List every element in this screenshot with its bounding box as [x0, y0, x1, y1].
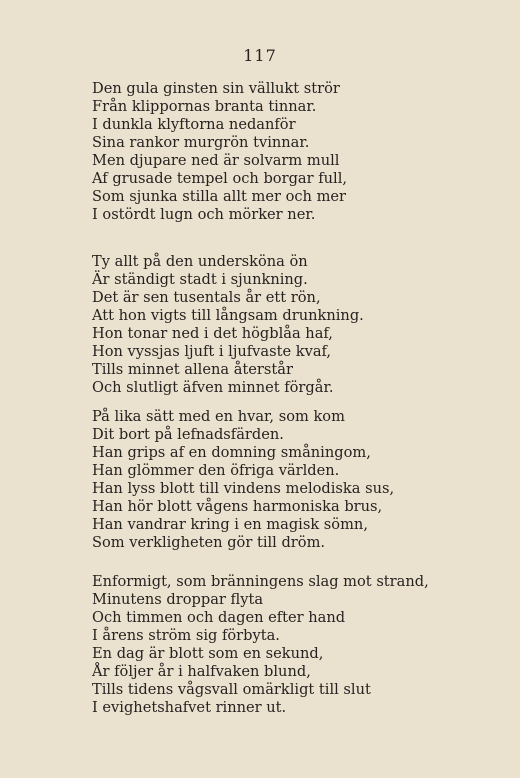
- poem-line: Enformigt, som bränningens slag mot strand,: [92, 573, 429, 590]
- poem-line: Och slutligt äfven minnet förgår.: [92, 379, 334, 396]
- poem-line: I ostördt lugn och mörker ner.: [92, 206, 316, 223]
- poem-line: Han vandrar kring i en magisk sömn,: [92, 516, 368, 533]
- poem-line: Han grips af en domning småningom,: [92, 444, 371, 461]
- poem-line: Den gula ginsten sin vällukt strör: [92, 80, 340, 97]
- stanza-4: [92, 573, 512, 717]
- poem-line: På lika sätt med en hvar, som kom: [92, 408, 345, 425]
- poem-line: Från klippornas branta tinnar.: [92, 98, 317, 115]
- poem-line: Af grusade tempel och borgar full,: [92, 170, 348, 187]
- poem-line: I dunkla klyftorna nedanför: [92, 116, 296, 133]
- poem-line: I årens ström sig förbyta.: [92, 627, 280, 644]
- page-number: 117: [243, 46, 277, 65]
- poem-line: En dag är blott som en sekund,: [92, 645, 324, 662]
- poem-line: Hon tonar ned i det högblåa haf,: [92, 325, 333, 342]
- poem-line: I evighetshafvet rinner ut.: [92, 699, 287, 716]
- poem-line: Ty allt på den undersköna ön: [92, 253, 308, 270]
- poem-line: Hon vyssjas ljuft i ljufvaste kvaf,: [92, 343, 332, 360]
- poem-line: Tills tidens vågsvall omärkligt till slut: [92, 681, 371, 698]
- poem-line: Det är sen tusentals år ett rön,: [92, 289, 321, 306]
- poem-line: Att hon vigts till långsam drunkning.: [92, 307, 364, 324]
- poem-line: Han lyss blott till vindens melodiska sus,: [92, 480, 395, 497]
- poem-line: Och timmen och dagen efter hand: [92, 609, 346, 626]
- poem-line: Som verkligheten gör till dröm.: [92, 534, 326, 551]
- poem-line: Är ständigt stadt i sjunkning.: [92, 271, 308, 288]
- poem-line: År följer år i halfvaken blund,: [92, 663, 311, 680]
- poem-line: Han glömmer den öfriga världen.: [92, 462, 340, 479]
- stanza-3: [92, 408, 512, 552]
- stanza-1: [92, 80, 512, 224]
- poem-line: Han hör blott vågens harmoniska brus,: [92, 498, 383, 515]
- stanza-2: [92, 253, 512, 397]
- poem-line: Dit bort på lefnadsfärden.: [92, 426, 284, 443]
- poem-line: Som sjunka stilla allt mer och mer: [92, 188, 347, 205]
- poem-line: Minutens droppar flyta: [92, 591, 264, 608]
- poem-line: Sina rankor murgrön tvinnar.: [92, 134, 310, 151]
- poem-line: Men djupare ned är solvarm mull: [92, 152, 340, 169]
- poem-line: Tills minnet allena återstår: [92, 361, 293, 378]
